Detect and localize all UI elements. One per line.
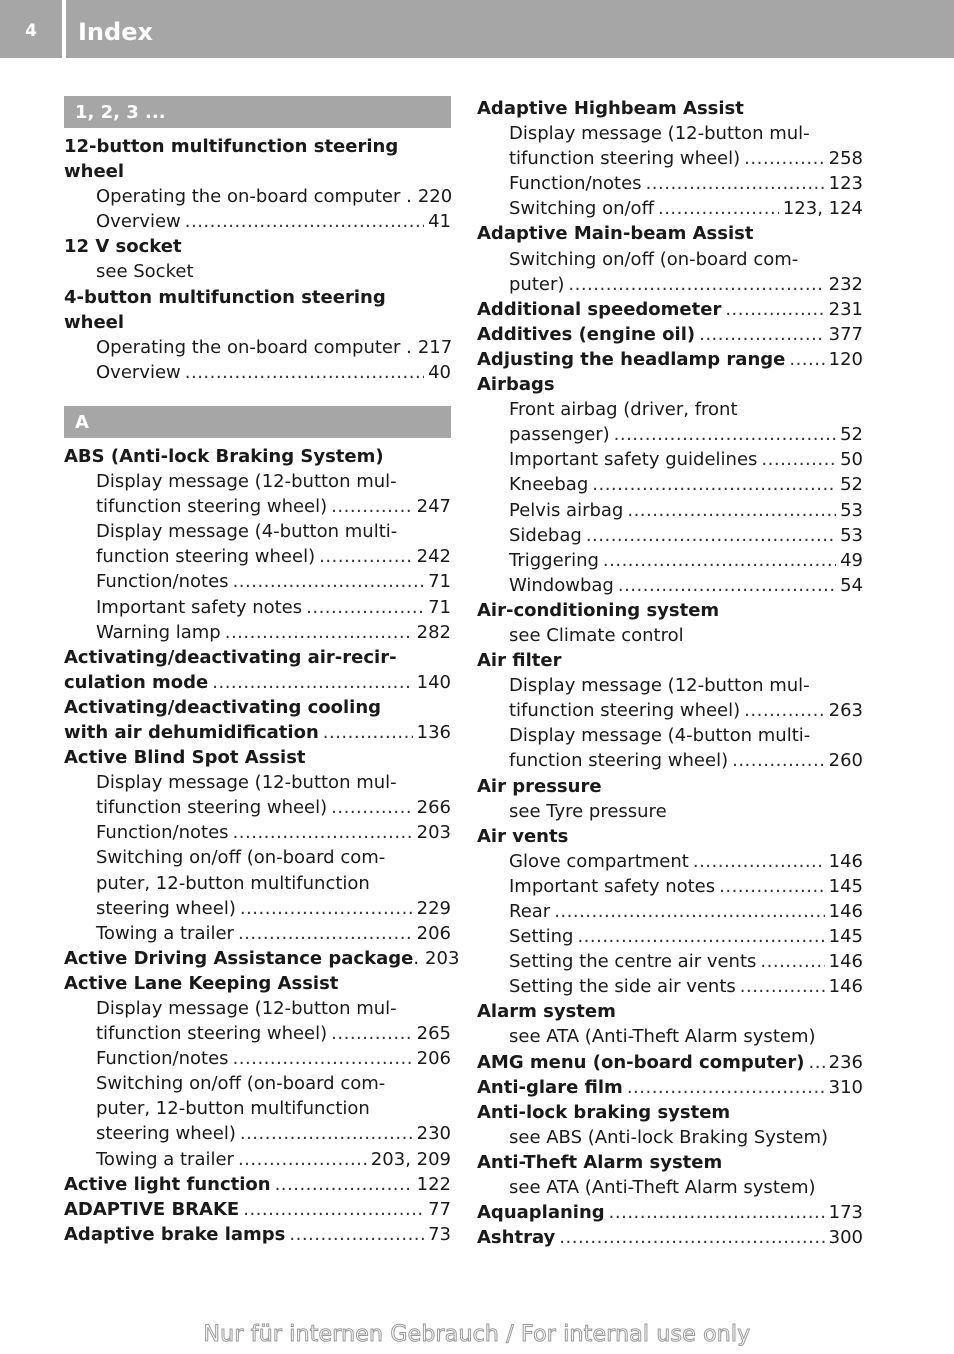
entry-text: Switching on/off (on-board com- [96,1073,386,1095]
entry-text: Ashtray [477,1227,556,1249]
entry-text: Active Driving Assistance package [64,947,414,969]
index-entry [477,1225,863,1250]
index-column-left [64,96,460,1247]
index-subentry [477,748,863,773]
entry-text: Towing a trailer [96,922,234,944]
page-reference[interactable]: 146 [828,850,863,872]
index-entry [64,745,451,770]
entry-text: see ATA (Anti-Theft Alarm system) [509,1026,816,1048]
index-subentry [477,272,863,297]
entry-text: Adaptive brake lamps [64,1223,286,1245]
dot-leader [554,899,824,924]
page-reference[interactable]: 263 [828,700,863,722]
dot-leader [323,720,413,745]
entry-text: function steering wheel) [509,750,729,772]
entry-text: Active light function [64,1173,271,1195]
dot-leader [289,1222,424,1247]
index-subentry [477,899,863,924]
index-subentry [64,595,451,620]
dot-leader [744,698,824,723]
entry-text: wheel [64,311,125,333]
index-entry [64,1222,451,1247]
page-reference[interactable]: 236 [828,1051,863,1073]
dot-leader [586,523,836,548]
dot-leader [789,347,824,372]
page-header [0,0,954,58]
page-reference[interactable]: 145 [828,926,863,948]
page-reference[interactable]: 54 [840,574,863,596]
index-subentry [64,544,451,569]
entry-text: Switching on/off [509,198,654,220]
page-reference[interactable]: 140 [416,671,451,693]
dot-leader [319,544,413,569]
watermark-footer: Nur für internen Gebrauch / For internal use only [203,1322,751,1347]
page-reference[interactable]: 260 [828,750,863,772]
dot-leader [185,360,424,385]
index-subentry [477,472,863,497]
page-reference[interactable]: 50 [840,449,863,471]
index-subentry [64,335,451,360]
page-reference[interactable]: 120 [828,348,863,370]
dot-leader [568,272,824,297]
page-reference[interactable]: 146 [828,901,863,922]
entry-text: Switching on/off (on-board com- [96,847,386,869]
entry-text: Aquaplaning [477,1202,605,1224]
index-entry [477,1200,863,1225]
index-subentry [477,849,863,874]
index-entry [477,1050,863,1075]
index-entry [477,1100,863,1125]
entry-text: Setting the side air vents [509,976,736,998]
entry-text: Kneebag [509,474,589,496]
index-entry [64,285,451,310]
dot-leader [732,748,825,773]
index-entry [64,946,460,971]
index-entry [477,372,863,397]
entry-text: Overview [96,211,181,233]
index-entry [64,645,451,670]
dot-leader [225,620,413,645]
page-reference[interactable]: 206 [416,1048,451,1070]
page-reference[interactable]: 265 [416,1023,451,1045]
dot-leader [233,1046,413,1071]
dot-leader [233,569,425,594]
index-subentry [477,247,863,272]
page-reference[interactable]: 247 [416,496,451,518]
page-reference[interactable]: 71 [428,571,451,593]
index-subentry [64,184,451,209]
dot-leader [306,595,424,620]
index-subentry [477,673,863,698]
page-number: 4 [25,21,37,41]
dot-leader [760,949,824,974]
index-subentry [477,1024,863,1049]
entry-text: Adaptive Main-beam Assist [477,223,754,245]
entry-text: function steering wheel) [96,546,316,568]
dot-leader [740,974,825,999]
page-reference[interactable]: 300 [828,1227,863,1249]
page-reference[interactable]: 136 [416,721,451,743]
index-subentry [64,1071,451,1096]
entry-text: Air pressure [477,775,602,797]
entry-text: tifunction steering wheel) [96,797,328,819]
index-entry [477,648,863,673]
index-entry [477,1075,863,1100]
page-title: Index [78,18,153,46]
entry-text: Towing a trailer [96,1148,234,1170]
index-entry [477,774,863,799]
entry-text: Adaptive Highbeam Assist [477,98,744,119]
index-entry [477,96,863,121]
index-subentry [64,494,451,519]
entry-text: 4-button multifunction steering [64,286,386,308]
index-subentry [64,1046,451,1071]
index-entry [64,695,451,720]
entry-text: Function/notes [509,173,642,195]
index-subentry [64,845,451,870]
dot-leader [603,548,836,573]
entry-text: 12-button multifunction steering [64,136,399,157]
entry-text: Front airbag (driver, front [509,399,738,421]
entry-text: Air-conditioning system [477,599,720,621]
dot-leader [693,849,825,874]
dot-leader [719,874,825,899]
page-reference[interactable]: 231 [828,298,863,320]
index-entry [64,720,451,745]
index-subentry [477,1175,863,1200]
dot-leader [275,1172,413,1197]
dot-leader [240,1121,413,1146]
entry-text: Display message (4-button multi- [96,521,398,543]
index-column-right [477,96,863,1250]
entry-text: tifunction steering wheel) [96,1023,328,1045]
page-reference[interactable]: 52 [840,474,863,496]
page-reference[interactable]: 203, 209 [370,1148,451,1170]
entry-text: Important safety notes [509,875,716,897]
index-entry [477,598,863,623]
page-reference[interactable]: 242 [416,546,451,568]
page-reference[interactable]: 377 [828,323,863,345]
dot-leader [331,795,412,820]
entry-text: passenger) [509,424,610,446]
dot-leader [331,494,412,519]
index-subentry [477,623,863,648]
dot-leader [331,1021,412,1046]
index-subentry [477,573,863,598]
page-reference[interactable]: 258 [828,148,863,170]
entry-text: see ABS (Anti-lock Braking System) [509,1126,828,1148]
index-subentry [477,397,863,422]
page-reference[interactable]: 310 [828,1076,863,1098]
entry-text: Sidebag [509,524,582,546]
dot-leader [618,573,836,598]
page-reference[interactable]: 266 [416,797,451,819]
index-subentry [64,1096,451,1121]
entry-text: steering wheel) [96,1123,236,1145]
index-subentry [64,209,451,234]
page-reference[interactable]: 41 [428,211,451,233]
entry-text: wheel [64,161,125,183]
page-reference[interactable]: 123 [828,173,863,195]
page-reference[interactable]: 203 [416,822,451,844]
index-subentry [477,196,863,221]
entry-text: Windowbag [509,574,614,596]
entry-text: Important safety guidelines [509,449,758,471]
entry-text: tifunction steering wheel) [96,496,328,518]
entry-text: Display message (12-button mul- [96,772,397,794]
entry-text: steering wheel) [96,897,236,919]
entry-text: Switching on/off (on-board com- [509,248,799,270]
entry-text: puter, 12-button multifunction [96,872,370,894]
entry-text: Anti-glare film [477,1076,623,1098]
header-divider [62,0,66,58]
index-entry [477,322,863,347]
page-reference[interactable]: 217 [417,336,453,358]
index-subentry [64,1121,451,1146]
dot-leader [627,1075,825,1100]
index-entry [64,310,451,335]
index-entry [477,1150,863,1175]
entry-text: Rear [509,901,551,922]
entry-text: Pelvis airbag [509,499,624,521]
entry-text: Function/notes [96,1048,229,1070]
index-subentry [64,795,451,820]
index-subentry [64,1021,451,1046]
index-entry [64,134,451,159]
index-subentry [477,498,863,523]
page-reference[interactable]: 77 [428,1198,451,1220]
section-spacer [64,385,451,406]
entry-text: Display message (4-button multi- [509,725,811,747]
page-reference[interactable]: 49 [840,549,863,571]
index-subentry [477,698,863,723]
index-subentry [477,523,863,548]
dot-leader [238,921,413,946]
dot-leader [808,1050,824,1075]
dot-leader [699,322,825,347]
index-subentry [64,360,451,385]
index-entry [477,221,863,246]
page-reference[interactable]: 145 [828,875,863,897]
dot-leader [744,146,824,171]
index-subentry [64,820,451,845]
entry-text: Additional speedometer [477,298,722,320]
index-subentry [477,874,863,899]
dot-leader [761,447,836,472]
index-subentry [477,723,863,748]
entry-text: 12 V socket [64,236,182,258]
entry-text: ADAPTIVE BRAKE [64,1198,240,1220]
entry-text: see Climate control [509,624,684,646]
entry-text: Function/notes [96,822,229,844]
page-reference[interactable]: 282 [416,621,451,643]
entry-text: Active Lane Keeping Assist [64,972,339,994]
entry-text: Display message (12-button mul- [509,675,810,697]
index-subentry [477,1125,863,1150]
index-entry [64,971,451,996]
index-subentry [64,896,451,921]
index-subentry [477,171,863,196]
page-reference[interactable]: 122 [416,1173,451,1195]
page-reference[interactable]: 53 [840,524,863,546]
index-subentry [477,146,863,171]
entry-suffix: . [413,947,420,969]
index-entry [64,1197,451,1222]
dot-leader [609,1200,825,1225]
entry-text: see Tyre pressure [509,800,667,822]
page-reference[interactable]: 40 [428,361,451,383]
dot-leader [658,196,779,221]
dot-leader [185,209,424,234]
entry-text: Additives (engine oil) [477,323,696,345]
dot-leader [240,896,413,921]
entry-text: Alarm system [477,1001,616,1023]
entry-text: with air dehumidification [64,721,319,743]
page-reference[interactable]: 230 [416,1123,451,1145]
entry-text: Display message (12-button mul- [96,998,397,1019]
entry-text: puter) [509,273,565,295]
entry-text: Air filter [477,650,562,672]
dot-leader [627,498,836,523]
page-reference[interactable]: 123, 124 [782,198,863,220]
index-subentry [64,996,451,1021]
page-reference[interactable]: 73 [428,1223,451,1245]
index-entry [477,347,863,372]
dot-leader [212,670,412,695]
page-reference[interactable]: 220 [417,186,453,208]
page-reference[interactable]: 146 [828,951,863,973]
dot-leader [233,820,413,845]
entry-text: Triggering [509,549,599,571]
index-subentry [477,121,863,146]
index-subentry [477,548,863,573]
dot-leader [592,472,836,497]
entry-text: Activating/deactivating air-recir- [64,646,397,668]
entry-text: Overview [96,361,181,383]
index-entry [64,1172,451,1197]
index-entry [477,999,863,1024]
dot-leader [559,1225,824,1250]
dot-leader [243,1197,424,1222]
entry-text: Important safety notes [96,596,303,618]
index-entry [64,159,451,184]
entry-text: see Socket [96,261,194,283]
section-heading: A [64,406,451,438]
page-reference[interactable]: 232 [828,273,863,295]
entry-text: Air vents [477,825,569,847]
entry-text: tifunction steering wheel) [509,148,741,170]
entry-text: Operating the on-board computer . [96,186,412,208]
entry-text: Display message (12-button mul- [509,123,810,145]
index-subentry [64,871,451,896]
entry-text: Anti-Theft Alarm system [477,1151,723,1173]
index-entry [477,297,863,322]
index-subentry [477,974,863,999]
dot-leader [577,924,824,949]
page-reference[interactable]: 71 [428,596,451,618]
page-reference[interactable]: 229 [416,897,451,919]
entry-text: AMG menu (on-board computer) [477,1051,805,1073]
entry-text: Activating/deactivating cooling [64,696,382,718]
entry-text: Warning lamp [96,621,221,643]
index-subentry [64,519,451,544]
page-reference[interactable]: 206 [416,922,451,944]
index-subentry [477,422,863,447]
index-entry [64,670,451,695]
entry-text: Setting [509,926,574,948]
page-reference[interactable]: 52 [840,424,863,446]
entry-text: culation mode [64,671,209,693]
dot-leader [238,1147,367,1172]
section-heading: 1, 2, 3 ... [64,96,451,128]
index-subentry [64,770,451,795]
dot-leader [646,171,825,196]
entry-text: Anti-lock braking system [477,1101,731,1123]
entry-text: puter, 12-button multifunction [96,1098,370,1120]
entry-text: Adjusting the headlamp range [477,348,786,370]
entry-text: Glove compartment [509,850,689,872]
page-reference[interactable]: 146 [828,976,863,998]
entry-text: Active Blind Spot Assist [64,747,306,769]
index-subentry [64,620,451,645]
entry-text: Operating the on-board computer . [96,336,412,358]
index-entry [477,824,863,849]
page-reference[interactable]: 173 [828,1202,863,1224]
index-subentry [477,799,863,824]
entry-text: tifunction steering wheel) [509,700,741,722]
entry-text: Function/notes [96,571,229,593]
entry-text: ABS (Anti-lock Braking System) [64,445,384,467]
index-entry [64,444,451,469]
index-subentry [64,469,451,494]
page-reference[interactable]: 53 [840,499,863,521]
index-subentry [64,259,451,284]
dot-leader [614,422,836,447]
index-subentry [477,924,863,949]
index-subentry [64,1147,451,1172]
page-reference[interactable]: 203 [425,947,460,969]
index-subentry [64,569,451,594]
index-entry [64,234,451,259]
entry-text: see ATA (Anti-Theft Alarm system) [509,1177,816,1199]
index-subentry [64,921,451,946]
entry-text: Setting the centre air vents [509,951,757,973]
entry-text: Display message (12-button mul- [96,471,397,493]
entry-text: Airbags [477,374,555,396]
index-subentry [477,949,863,974]
index-subentry [477,447,863,472]
dot-leader [725,297,824,322]
